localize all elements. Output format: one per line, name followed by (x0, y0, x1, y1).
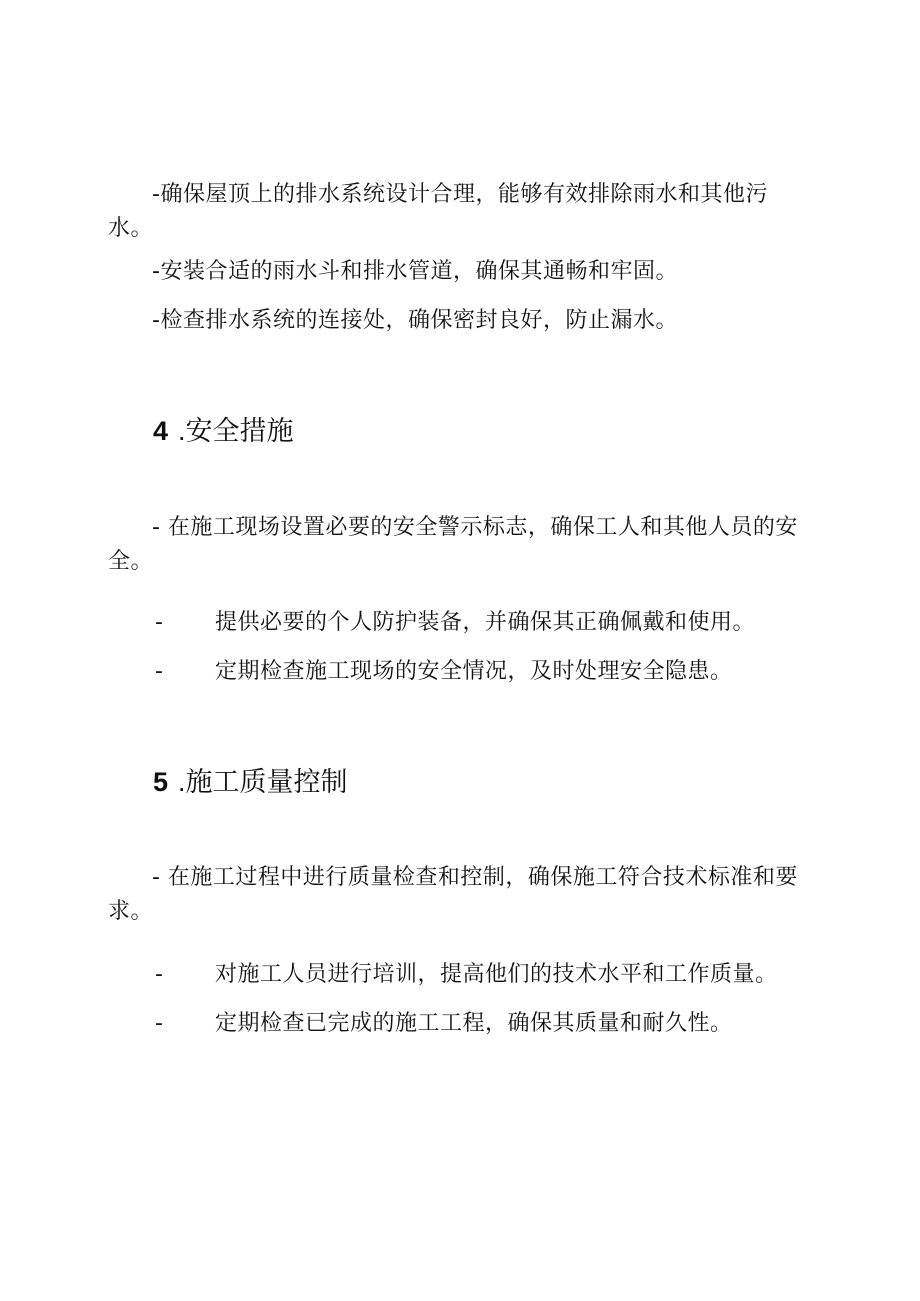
section-5-number: 5 (153, 767, 169, 797)
section-5-intro: - 在施工过程中进行质量检查和控制，确保施工符合技术标准和要求。 (108, 865, 798, 924)
section-4-item-2 (155, 655, 815, 689)
section-4-intro: - 在施工现场设置必要的安全警示标志，确保工人和其他人员的安全。 (108, 515, 798, 574)
list-dash: - (155, 659, 164, 684)
section-5-heading (153, 764, 348, 800)
list-item-text: 提供必要的个人防护装备，并确保其正确佩戴和使用。 (215, 610, 756, 635)
drainage-item-3: -检查排水系统的连接处，确保密封良好，防止漏水。 (152, 308, 678, 333)
list-dash: - (155, 1011, 164, 1036)
list-dash: - (155, 610, 164, 635)
section-4-heading (153, 413, 294, 449)
section-4-number: 4 (153, 416, 169, 446)
list-dash: - (155, 962, 164, 987)
drainage-item-2: -安装合适的雨水斗和排水管道，确保其通畅和牢固。 (152, 259, 678, 284)
list-item-text: 定期检查已完成的施工工程，确保其质量和耐久性。 (215, 1011, 733, 1036)
section-5-item-2 (155, 1007, 815, 1041)
list-item-text: 定期检查施工现场的安全情况，及时处理安全隐患。 (215, 659, 733, 684)
section-4-title: .安全措施 (178, 416, 294, 446)
section-4-item-1 (155, 606, 815, 640)
section-5-item-1 (155, 958, 815, 992)
list-item-text: 对施工人员进行培训，提高他们的技术水平和工作质量。 (215, 962, 778, 987)
section-5-title: .施工质量控制 (178, 767, 348, 797)
drainage-item-1: -确保屋顶上的排水系统设计合理，能够有效排除雨水和其他污水。 (108, 182, 768, 241)
